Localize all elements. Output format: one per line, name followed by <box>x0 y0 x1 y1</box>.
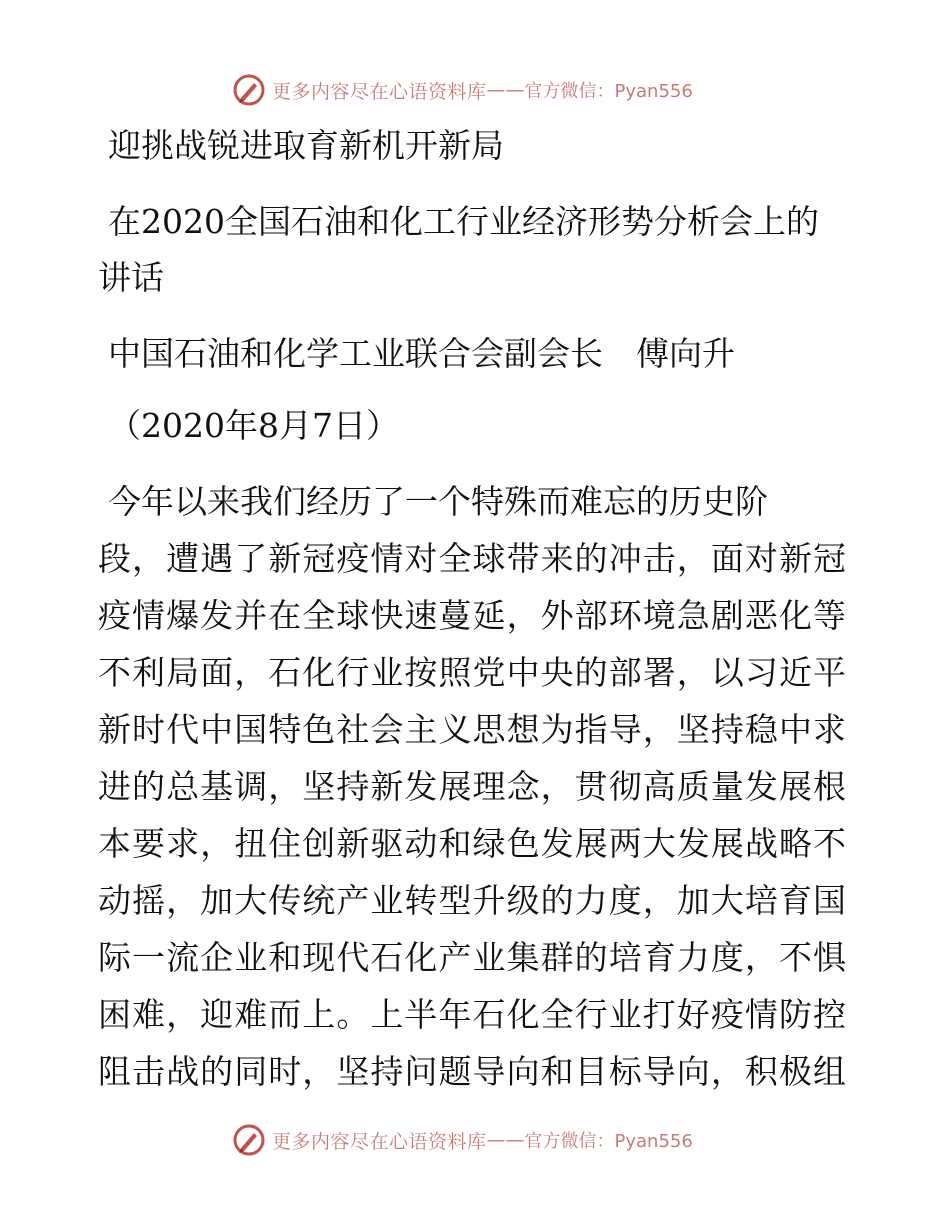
body-line-9: 际一流企业和现代石化产业集群的培育力度，不惧 <box>98 938 846 977</box>
pen-logo-icon <box>232 73 266 107</box>
document-title: 迎挑战锐进取育新机开新局 <box>108 126 504 165</box>
document-subtitle-line1: 在2020全国石油和化工行业经济形势分析会上的 <box>108 202 819 241</box>
footer-watermark <box>232 1122 693 1158</box>
pen-logo-icon <box>232 1123 266 1157</box>
watermark-text: 更多内容尽在心语资料库 <box>272 1130 487 1153</box>
header-watermark <box>232 72 693 108</box>
body-line-8: 动摇，加大传统产业转型升级的力度，加大培育国 <box>98 881 846 920</box>
document-speaker: 中国石油和化学工业联合会副会长 傅向升 <box>108 334 735 373</box>
watermark-separator: —— <box>486 79 525 101</box>
body-line-11: 阻击战的同时，坚持问题导向和目标导向，积极组 <box>98 1052 846 1091</box>
body-line-7: 本要求，扭住创新驱动和绿色发展两大发展战略不 <box>98 824 846 863</box>
document-subtitle-line2: 讲话 <box>98 258 164 297</box>
watermark-wechat: 官方微信：Pyan556 <box>524 81 693 102</box>
document-date: （2020年8月7日） <box>108 406 399 445</box>
body-line-1: 今年以来我们经历了一个特殊而难忘的历史阶 <box>108 482 768 521</box>
body-line-10: 困难，迎难而上。上半年石化全行业打好疫情防控 <box>98 995 846 1034</box>
body-line-3: 疫情爆发并在全球快速蔓延，外部环境急剧恶化等 <box>98 596 846 635</box>
body-line-6: 进的总基调，坚持新发展理念，贯彻高质量发展根 <box>98 767 846 806</box>
watermark-wechat: 官方微信：Pyan556 <box>524 1131 693 1152</box>
body-line-5: 新时代中国特色社会主义思想为指导，坚持稳中求 <box>98 710 846 749</box>
body-line-4: 不利局面，石化行业按照党中央的部署，以习近平 <box>98 653 846 692</box>
watermark-separator: —— <box>486 1129 525 1151</box>
watermark-text: 更多内容尽在心语资料库 <box>272 80 487 103</box>
body-line-2: 段，遭遇了新冠疫情对全球带来的冲击，面对新冠 <box>98 539 846 578</box>
